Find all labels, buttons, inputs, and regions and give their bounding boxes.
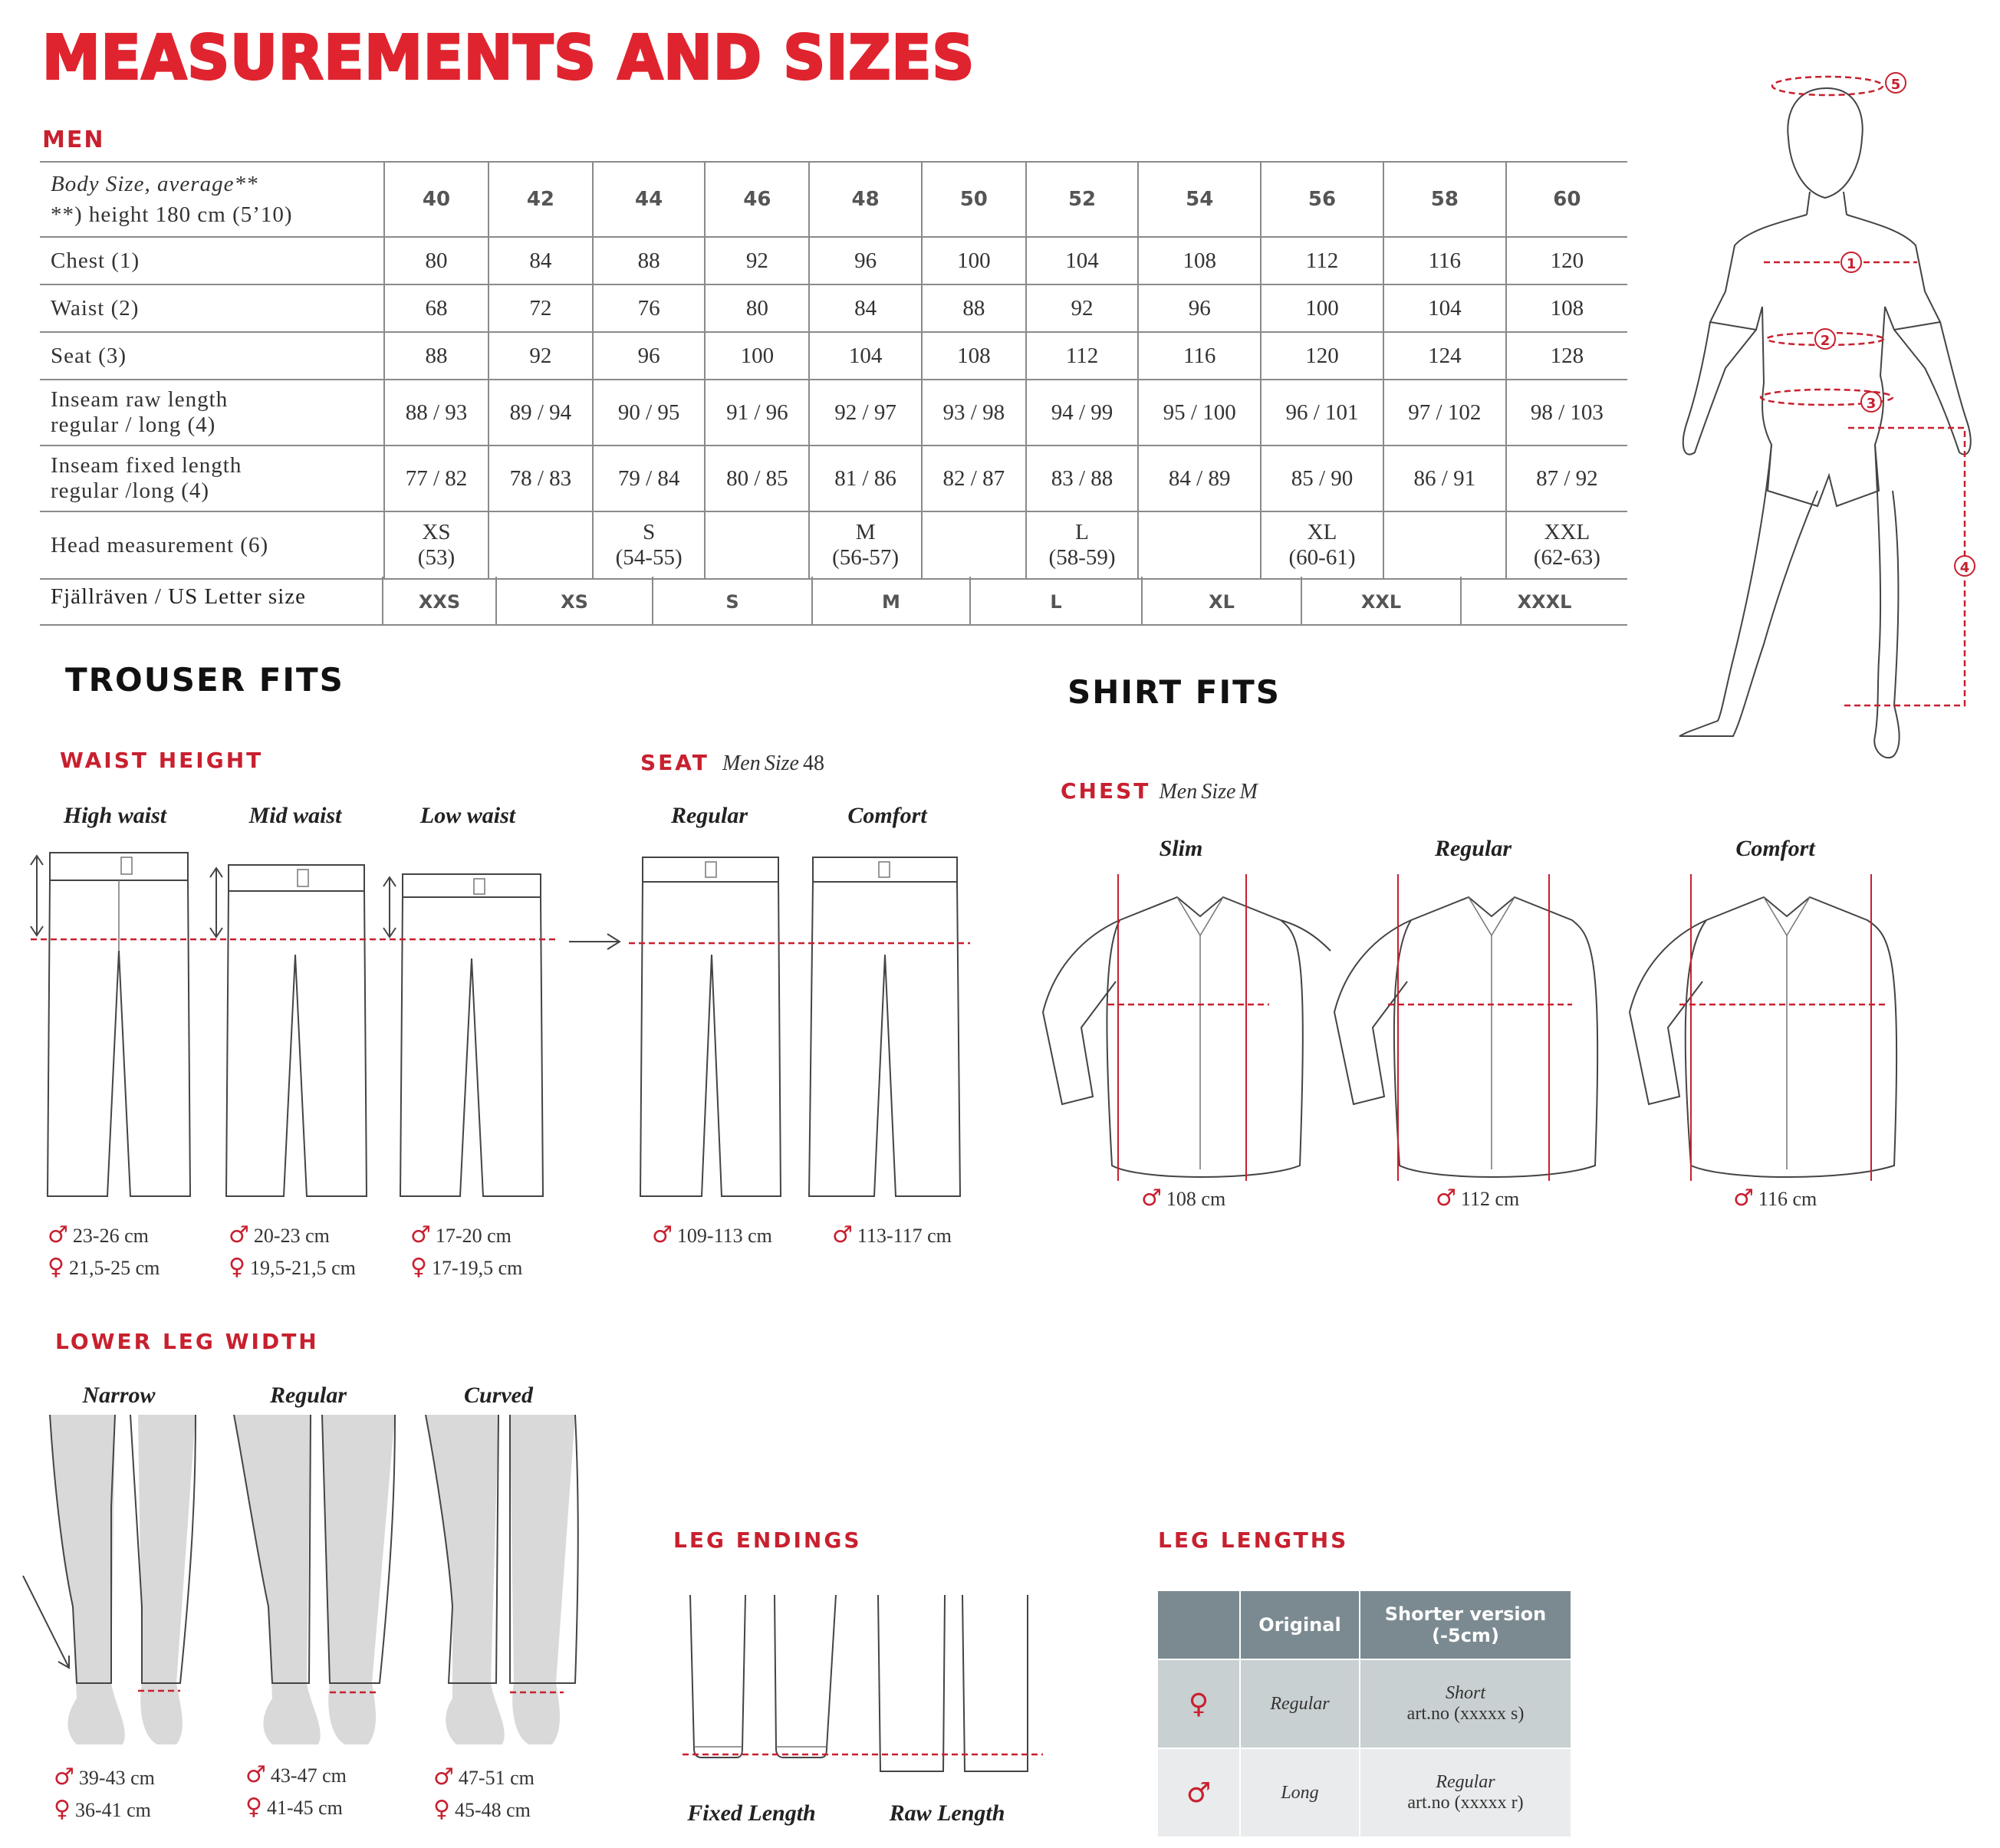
measure-low-waist-female — [410, 1254, 522, 1281]
table-row — [1158, 1748, 1571, 1836]
row-label-line1: Inseam fixed length — [51, 453, 242, 478]
table-cell: 79 / 84 — [593, 446, 706, 511]
measure-value: 47-51 cm — [458, 1767, 535, 1789]
table-cell: 116 — [1138, 332, 1261, 380]
table-cell: 128 — [1506, 332, 1627, 380]
table-cell: 84 — [488, 237, 593, 284]
marker-2: 2 — [1820, 333, 1831, 349]
shirt-slim-icon — [1043, 874, 1331, 1181]
body-figure — [1664, 61, 1986, 774]
row-label: Chest (1) — [40, 237, 384, 284]
trouser-fits-title: TROUSER FITS — [65, 661, 344, 699]
female-icon: ♀ — [48, 1254, 64, 1281]
table-cell: 92 — [488, 332, 593, 380]
male-icon: ♂ — [229, 1222, 249, 1248]
seat-regular-pants-icon — [640, 857, 781, 1196]
table-cell: 93 / 98 — [922, 380, 1026, 446]
chest-note-size: M — [1239, 780, 1258, 804]
letter-size-row — [40, 577, 1627, 626]
measure-narrow-male — [54, 1764, 155, 1790]
men-section-label: MEN — [42, 127, 105, 153]
size-header: 44 — [593, 162, 706, 237]
measure-mid-waist-male — [229, 1222, 330, 1248]
table-cell: 96 — [593, 332, 706, 380]
table-row — [40, 380, 1627, 446]
chest-heading — [1061, 778, 1258, 804]
marker-5: 5 — [1890, 77, 1901, 93]
size-header: 48 — [809, 162, 922, 237]
measure-narrow-female — [54, 1796, 151, 1823]
table-cell: 86 / 91 — [1383, 446, 1506, 511]
letter-size: XXL — [1302, 577, 1462, 624]
size-header: 54 — [1138, 162, 1261, 237]
measure-value: 17-19,5 cm — [431, 1257, 523, 1279]
table-cell: 80 — [384, 237, 488, 284]
table-cell: 104 — [1383, 284, 1506, 332]
measure-curved-female — [433, 1796, 531, 1823]
table-cell — [809, 511, 922, 579]
female-icon: ♀ — [433, 1796, 450, 1823]
table-cell: 78 / 83 — [488, 446, 593, 511]
table-cell: 100 — [705, 332, 809, 380]
measure-curved-male — [433, 1764, 535, 1790]
measure-value: 17-20 cm — [435, 1225, 512, 1247]
head-size: XL — [1307, 520, 1337, 544]
table-cell: 124 — [1383, 332, 1506, 380]
shorter-name: Short — [1445, 1683, 1485, 1703]
shorter-value — [1360, 1748, 1571, 1836]
leg-table-header — [1158, 1591, 1571, 1659]
original-value: Regular — [1240, 1659, 1360, 1748]
figure-torso — [1710, 215, 1940, 506]
leg-table-header-original: Original — [1240, 1591, 1360, 1659]
narrow-legs-icon — [23, 1415, 196, 1744]
table-cell: 108 — [1138, 237, 1261, 284]
row-label — [40, 446, 384, 511]
measure-mid-waist-female — [229, 1254, 356, 1281]
fit-name-shirt-comfort: Comfort — [1735, 836, 1815, 861]
male-icon: ♂ — [1158, 1748, 1240, 1836]
size-header: 52 — [1026, 162, 1139, 237]
table-cell: 84 / 89 — [1138, 446, 1261, 511]
marker-3: 3 — [1866, 396, 1877, 412]
table-cell: 77 / 82 — [384, 446, 488, 511]
table-cell: 108 — [922, 332, 1026, 380]
original-value: Long — [1240, 1748, 1360, 1836]
fit-name-shirt-slim: Slim — [1159, 836, 1203, 861]
head-cm: (54-55) — [615, 545, 683, 570]
table-cell — [705, 511, 809, 579]
trouser-illustrations — [15, 843, 982, 1212]
table-cell: 120 — [1261, 332, 1383, 380]
leg-ending-fixed-label: Fixed Length — [687, 1800, 816, 1826]
table-header-row — [40, 162, 1627, 237]
seat-note-prefix: Men — [722, 751, 761, 775]
lower-leg-illustrations — [15, 1415, 583, 1752]
table-cell: 80 / 85 — [705, 446, 809, 511]
fit-name-seat-comfort: Comfort — [847, 803, 927, 828]
table-cell: 120 — [1506, 237, 1627, 284]
head-size: XS — [422, 520, 451, 544]
head-cm: (60-61) — [1288, 545, 1356, 570]
table-cell: 95 / 100 — [1138, 380, 1261, 446]
table-cell: 90 / 95 — [593, 380, 706, 446]
table-cell — [1261, 511, 1383, 579]
head-cm: (56-57) — [832, 545, 900, 570]
measure-leg-regular-female — [245, 1794, 343, 1820]
lower-leg-width-heading: LOWER LEG WIDTH — [55, 1329, 319, 1354]
head-size: L — [1075, 520, 1089, 544]
head-measurement-row — [40, 511, 1627, 579]
measure-value: 116 cm — [1758, 1188, 1817, 1210]
table-cell: 96 — [1138, 284, 1261, 332]
table-cell: 91 / 96 — [705, 380, 809, 446]
table-cell: 92 / 97 — [809, 380, 922, 446]
page-title: MEASUREMENTS AND SIZES — [42, 21, 975, 94]
measure-leg-regular-male — [245, 1761, 347, 1788]
fit-name-low-waist: Low waist — [419, 803, 516, 828]
chest-note-prefix: Men — [1159, 780, 1198, 804]
table-cell: 97 / 102 — [1383, 380, 1506, 446]
letter-size: XXXL — [1517, 591, 1572, 613]
head-size: S — [643, 520, 656, 544]
measure-value: 45-48 cm — [454, 1799, 531, 1821]
row-label: Head measurement (6) — [40, 511, 384, 579]
row-label-line1: Inseam raw length — [51, 387, 229, 412]
fit-name-high-waist: High waist — [63, 803, 167, 828]
header-label — [40, 162, 384, 237]
female-icon: ♀ — [410, 1254, 427, 1281]
table-cell: 85 / 90 — [1261, 446, 1383, 511]
measure-high-waist-female — [48, 1254, 160, 1281]
row-label: Fjällräven / US Letter size — [40, 577, 383, 624]
measure-value: 21,5-25 cm — [68, 1257, 160, 1279]
female-icon: ♀ — [54, 1796, 71, 1823]
measure-shirt-comfort — [1733, 1185, 1817, 1212]
letter-size: XS — [497, 577, 653, 624]
shirt-regular-icon — [1334, 874, 1597, 1181]
table-cell: 112 — [1026, 332, 1139, 380]
seat-note-size-label: Size — [764, 751, 799, 775]
measure-value: 109-113 cm — [676, 1225, 772, 1247]
seat-heading-label: SEAT — [640, 750, 709, 775]
male-icon: ♂ — [1436, 1185, 1456, 1212]
head-cm: (62-63) — [1533, 545, 1600, 570]
table-cell: 100 — [922, 237, 1026, 284]
leg-endings-heading: LEG ENDINGS — [673, 1527, 862, 1553]
table-cell: 88 — [922, 284, 1026, 332]
table-cell: 104 — [809, 332, 922, 380]
table-cell: 80 — [705, 284, 809, 332]
size-table — [40, 161, 1627, 580]
size-header: 42 — [488, 162, 593, 237]
table-cell: 81 / 86 — [809, 446, 922, 511]
measure-value: 113-117 cm — [857, 1225, 952, 1247]
shirt-comfort-icon — [1630, 874, 1896, 1181]
shorter-art: art.no (xxxxx s) — [1406, 1704, 1525, 1724]
shorter-value — [1360, 1659, 1571, 1748]
shorter-line1: Shorter version — [1384, 1603, 1547, 1625]
table-cell: 116 — [1383, 237, 1506, 284]
measure-low-waist-male — [410, 1222, 512, 1248]
male-icon: ♂ — [1733, 1185, 1754, 1212]
fit-name-mid-waist: Mid waist — [248, 803, 342, 828]
high-waist-pants-icon — [48, 853, 190, 1196]
measure-seat-comfort-male — [832, 1222, 952, 1248]
leg-lengths-heading: LEG LENGTHS — [1158, 1527, 1349, 1553]
male-icon: ♂ — [245, 1761, 266, 1788]
leg-lengths-table — [1158, 1591, 1571, 1836]
table-cell: 87 / 92 — [1506, 446, 1627, 511]
table-cell: 82 / 87 — [922, 446, 1026, 511]
table-cell: 92 — [1026, 284, 1139, 332]
table-cell: 88 — [593, 237, 706, 284]
table-cell: 98 / 103 — [1506, 380, 1627, 446]
fit-name-narrow: Narrow — [82, 1383, 156, 1408]
chest-note-size-label: Size — [1201, 780, 1236, 804]
table-cell: 88 / 93 — [384, 380, 488, 446]
table-cell: 104 — [1026, 237, 1139, 284]
table-row — [1158, 1659, 1571, 1748]
table-cell — [593, 511, 706, 579]
male-icon: ♂ — [54, 1764, 74, 1790]
table-cell: 72 — [488, 284, 593, 332]
measure-high-waist-male — [48, 1222, 149, 1248]
measure-value: 36-41 cm — [74, 1799, 151, 1821]
fit-name-seat-regular: Regular — [670, 803, 748, 828]
head-size: M — [855, 520, 876, 544]
raw-length-legs-icon — [878, 1595, 1028, 1771]
leg-table-header-empty — [1158, 1591, 1240, 1659]
table-cell: 88 — [384, 332, 488, 380]
leg-endings-illustration — [675, 1595, 1051, 1802]
female-icon: ♀ — [1158, 1659, 1240, 1748]
head-cm: (53) — [417, 545, 456, 570]
table-cell: 96 / 101 — [1261, 380, 1383, 446]
table-cell — [488, 511, 593, 579]
size-header: 58 — [1383, 162, 1506, 237]
marker-1: 1 — [1846, 256, 1857, 272]
letter-size: S — [653, 577, 813, 624]
head-cm: (58-59) — [1048, 545, 1116, 570]
male-icon: ♂ — [410, 1222, 431, 1248]
header-label-line1: Body Size, average** — [51, 172, 258, 196]
size-header: 56 — [1261, 162, 1383, 237]
shorter-art: art.no (xxxxx r) — [1407, 1793, 1524, 1813]
row-label-line2: regular /long (4) — [51, 478, 210, 503]
table-cell: 89 / 94 — [488, 380, 593, 446]
table-row — [40, 446, 1627, 511]
size-header: 40 — [384, 162, 488, 237]
row-label: Seat (3) — [40, 332, 384, 380]
shirt-illustrations — [1008, 874, 1898, 1181]
table-row — [40, 332, 1627, 380]
table-cell — [922, 511, 1026, 579]
fixed-length-legs-icon — [690, 1595, 836, 1758]
letter-size: XL — [1143, 577, 1302, 624]
chest-heading-label: CHEST — [1061, 778, 1151, 804]
measure-value: 108 cm — [1166, 1188, 1226, 1210]
measure-value: 23-26 cm — [72, 1225, 149, 1247]
table-row — [40, 237, 1627, 284]
shirt-fits-title: SHIRT FITS — [1067, 673, 1281, 711]
seat-comfort-pants-icon — [809, 857, 960, 1196]
table-cell — [1026, 511, 1139, 579]
figure-head — [1788, 88, 1862, 198]
shorter-name: Regular — [1436, 1772, 1495, 1792]
table-cell: 84 — [809, 284, 922, 332]
letter-size: L — [971, 577, 1143, 624]
male-icon: ♂ — [652, 1222, 673, 1248]
table-cell — [384, 511, 488, 579]
leg-table-header-shorter — [1360, 1591, 1571, 1659]
measure-value: 20-23 cm — [253, 1225, 330, 1247]
table-cell — [1506, 511, 1627, 579]
measure-shirt-regular — [1436, 1185, 1519, 1212]
table-cell: 112 — [1261, 237, 1383, 284]
curved-legs-icon — [426, 1415, 578, 1744]
measure-shirt-slim — [1141, 1185, 1225, 1212]
table-cell: 100 — [1261, 284, 1383, 332]
shorter-line2: (-5cm) — [1432, 1625, 1499, 1646]
table-cell: 83 / 88 — [1026, 446, 1139, 511]
header-label-line2: **) height 180 cm (5’10) — [51, 202, 293, 227]
row-label — [40, 380, 384, 446]
marker-4: 4 — [1959, 560, 1970, 576]
row-label: Waist (2) — [40, 284, 384, 332]
table-cell: 108 — [1506, 284, 1627, 332]
measure-value: 43-47 cm — [270, 1764, 347, 1787]
fit-name-leg-regular: Regular — [269, 1383, 347, 1408]
seat-heading — [640, 750, 824, 776]
female-icon: ♀ — [229, 1254, 245, 1281]
measure-value: 112 cm — [1460, 1188, 1520, 1210]
head-size: XXL — [1544, 520, 1590, 544]
low-waist-pants-icon — [400, 874, 543, 1196]
row-label-line2: regular / long (4) — [51, 413, 216, 437]
letter-size: XXS — [383, 577, 497, 624]
male-icon: ♂ — [1141, 1185, 1162, 1212]
table-cell: 94 / 99 — [1026, 380, 1139, 446]
waist-height-heading: WAIST HEIGHT — [60, 748, 264, 773]
table-row — [40, 284, 1627, 332]
table-cell — [1138, 511, 1261, 579]
table-cell: 96 — [809, 237, 922, 284]
fit-name-shirt-regular: Regular — [1434, 836, 1512, 861]
male-icon: ♂ — [832, 1222, 853, 1248]
leg-ending-raw-label: Raw Length — [889, 1800, 1005, 1826]
measure-seat-regular-male — [652, 1222, 772, 1248]
mid-waist-pants-icon — [226, 865, 367, 1196]
male-icon: ♂ — [48, 1222, 68, 1248]
table-cell — [1383, 511, 1506, 579]
size-header: 60 — [1506, 162, 1627, 237]
fit-name-curved: Curved — [464, 1383, 533, 1408]
measure-value: 39-43 cm — [78, 1767, 155, 1789]
size-header: 46 — [705, 162, 809, 237]
female-icon: ♀ — [245, 1794, 262, 1820]
measure-value: 19,5-21,5 cm — [249, 1257, 356, 1279]
seat-note-size: 48 — [803, 751, 825, 775]
male-icon: ♂ — [433, 1764, 454, 1790]
size-header: 50 — [922, 162, 1026, 237]
table-cell: 68 — [384, 284, 488, 332]
letter-size: M — [813, 577, 971, 624]
table-cell: 76 — [593, 284, 706, 332]
measure-value: 41-45 cm — [266, 1797, 343, 1819]
regular-legs-icon — [234, 1415, 395, 1744]
table-cell: 92 — [705, 237, 809, 284]
